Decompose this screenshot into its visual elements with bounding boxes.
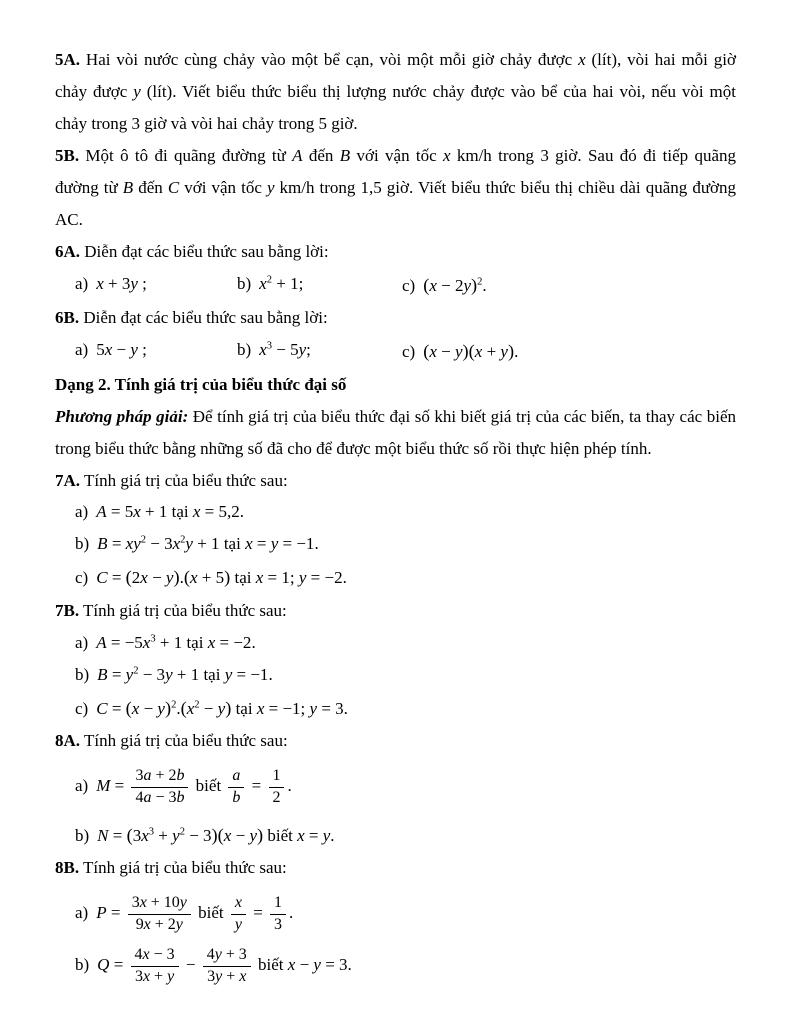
item-label: c) — [75, 698, 89, 718]
exercise-item: a) $A = -5x^3 + 1$ tại x = −2. — [75, 632, 256, 652]
fraction-numerator: 1 — [269, 766, 285, 788]
item-label: a) — [75, 903, 89, 923]
item-label: b) — [237, 273, 252, 293]
math-expression: x = y = −1 — [245, 534, 315, 554]
math-expression: C = (2x − y).(x + 5) — [96, 567, 231, 588]
expression-row — [55, 334, 736, 369]
problem-8A: 8A. Tính giá trị của biểu thức sau: — [55, 731, 288, 751]
math-expression: y — [266, 177, 275, 197]
expression-item: a) 5x − y ; — [75, 340, 147, 360]
item-label: a) — [75, 632, 89, 652]
fraction-denominator: 4a − 3b — [135, 788, 185, 806]
problem-8B: 8B. Tính giá trị của biểu thức sau: — [55, 858, 287, 878]
item-label: b) — [237, 340, 252, 360]
fraction — [131, 945, 179, 988]
fraction — [231, 893, 246, 936]
math-expression: $B = xy^2 - 3x^2y + 1$ — [97, 534, 220, 554]
expression-item: a) x + 3y ; — [75, 273, 147, 293]
fraction — [228, 766, 244, 809]
item-label: c) — [402, 342, 416, 362]
math-expression: Q = $\frac{4x - 3}{3x + y}$ − $\frac{4y + 3}{3y + x}$ — [97, 955, 254, 974]
math-expression: x — [442, 145, 451, 165]
expression-row — [55, 268, 736, 303]
fraction-denominator: 2 — [272, 788, 281, 806]
math-expression: x = −1; y = 3 — [256, 698, 344, 718]
item-label: b) — [75, 664, 90, 684]
item-label: b) — [75, 954, 90, 974]
fraction — [269, 766, 285, 809]
problem-label: 8B. — [55, 858, 80, 878]
math-expression: 5x − y — [96, 340, 138, 360]
fraction — [128, 893, 191, 936]
fraction-numerator: a — [228, 766, 244, 788]
problem-5A: 5A. Hai vòi nước cùng chảy vào một bể cạn, vòi một mỗi giờ chảy được x (lít), vòi hai mỗi giờ chảy được y (lít). Viết biểu thức biểu thị lượng nước chảy được vào bể của hai vòi, nếu vòi một chảy trong 3 giờ và vòi hai chảy trong 5 giờ. — [55, 50, 737, 133]
problem-6A: 6A. Diễn đạt các biểu thức sau bằng lời: — [55, 241, 329, 261]
math-expression: x — [578, 50, 586, 69]
method-label: Phương pháp giải: — [55, 406, 189, 426]
exercise-item: b) Q = $\frac{4x - 3}{3x + y}$ − $\frac{4y + 3}{3y + x}$ biết x − y = 3. — [55, 945, 736, 988]
math-expression: (x − y)(x + y) — [423, 341, 515, 362]
exercise-item: a) A = 5x + 1 tại x = 5,2. — [75, 502, 244, 522]
exercise-item: b) $N = (3x^3 + y^2 - 3)(x - y)$ biết x = y. — [75, 824, 335, 845]
fraction-numerator: 3a + 2b — [131, 766, 188, 788]
problem-label: 5B. — [55, 145, 80, 165]
math-expression: $(x - 2y)^2$ — [423, 274, 483, 295]
math-expression: $C = (x - y)^2.(x^2 - y)$ — [96, 697, 232, 718]
fraction — [270, 893, 286, 936]
math-expression: A — [292, 145, 303, 165]
item-label: c) — [402, 275, 416, 295]
math-expression: B — [122, 177, 134, 197]
math-expression: x = 5,2 — [192, 502, 240, 522]
math-expression: x − y = 3 — [287, 954, 348, 974]
item-label: b) — [75, 825, 90, 845]
exercise-item: a) P = $\frac{3x + 10y}{9x + 2y}$ biết $\frac{x}{y}$ = $\frac{1}{3}$ . — [55, 893, 736, 936]
fraction-numerator: 4x − 3 — [131, 945, 179, 967]
math-expression: C — [167, 177, 180, 197]
problem-5B: 5B. Một ô tô đi quãng đường từ A đến B với vận tốc x km/h trong 3 giờ. Sau đó đi tiếp quãng đường từ B đến C với vận tốc y km/h trong 1,5 giờ. Viết biểu thức biểu thị chiều dài quãng đường AC. — [55, 145, 737, 229]
math-expression: x = 1; y = −2 — [255, 568, 343, 588]
expression-item: b) $x^3 - 5y$; — [237, 340, 311, 360]
math-expression: x = y — [297, 825, 331, 845]
exercise-item: c) C = (2x − y).(x + 5) tại x = 1; y = −2. — [75, 567, 347, 588]
fraction-numerator: x — [231, 893, 246, 915]
math-expression: $N = (3x^3 + y^2 - 3)(x - y)$ — [97, 824, 264, 845]
fraction-denominator: 3y + x — [207, 967, 247, 985]
section-heading: Dạng 2. Tính giá trị của biểu thức đại số — [55, 374, 347, 394]
math-expression: $B = y^2 - 3y + 1$ — [97, 664, 200, 684]
math-expression: $A = -5x^3 + 1$ — [96, 632, 183, 652]
math-expression: P = $\frac{3x + 10y}{9x + 2y}$ — [96, 903, 194, 922]
problem-6B: 6B. Diễn đạt các biểu thức sau bằng lời: — [55, 308, 328, 328]
problem-7A: 7A. Tính giá trị của biểu thức sau: — [55, 470, 288, 490]
math-expression: $\frac{a}{b}$ = $\frac{1}{2}$ — [225, 776, 287, 795]
fraction-numerator: 1 — [270, 893, 286, 915]
item-label: a) — [75, 502, 89, 522]
method-paragraph: Phương pháp giải: Để tính giá trị của biểu thức đại số khi biết giá trị của các biến, ta thay các biến trong biểu thức bằng những số đã cho để được một biểu thức số rồi thực hiện phép tính. — [55, 406, 736, 458]
page-content — [55, 44, 736, 987]
problem-label: 7A. — [55, 470, 81, 490]
problem-label: 5A. — [55, 50, 81, 69]
exercise-item: a) M = $\frac{3a + 2b}{4a - 3b}$ biết $\frac{a}{b}$ = $\frac{1}{2}$ . — [55, 766, 736, 809]
expression-item: c) (x − y)(x + y). — [402, 341, 519, 362]
fraction-denominator: 3 — [274, 915, 283, 933]
item-label: a) — [75, 273, 89, 293]
math-expression: y = −1 — [224, 664, 269, 684]
problem-label: 7B. — [55, 600, 80, 620]
fraction-numerator: 3x + 10y — [128, 893, 191, 915]
fraction-denominator: 3x + y — [134, 967, 175, 985]
problem-label: 6B. — [55, 308, 80, 328]
expression-item: b) $x^2 + 1$; — [237, 273, 304, 293]
fraction — [203, 945, 251, 988]
math-expression: x + 3y — [96, 273, 138, 293]
problem-label: 6A. — [55, 241, 81, 261]
math-expression: B — [339, 145, 351, 165]
fraction-denominator: b — [232, 788, 241, 806]
exercise-item: b) $B = y^2 - 3y + 1$ tại y = −1. — [75, 664, 273, 684]
exercise-item: c) $C = (x - y)^2.(x^2 - y)$ tại x = −1; y = 3. — [75, 697, 348, 718]
math-expression: x = −2 — [207, 632, 252, 652]
math-expression: y — [133, 81, 141, 101]
math-expression: A = 5x + 1 — [96, 502, 168, 522]
fraction-denominator: 9x + 2y — [135, 915, 183, 933]
expression-item: c) $(x - 2y)^2$. — [402, 274, 487, 295]
fraction-numerator: 4y + 3 — [203, 945, 251, 967]
exercise-item: b) $B = xy^2 - 3x^2y + 1$ tại x = y = −1. — [75, 534, 319, 554]
item-label: b) — [75, 534, 90, 554]
math-expression: $x^2 + 1$ — [259, 273, 299, 293]
item-label: c) — [75, 568, 89, 588]
math-expression: $\frac{x}{y}$ = $\frac{1}{3}$ — [228, 903, 289, 922]
fraction-denominator: y — [234, 915, 242, 933]
fraction — [131, 766, 188, 809]
math-expression: $x^3 - 5y$ — [259, 340, 307, 360]
problem-7B: 7B. Tính giá trị của biểu thức sau: — [55, 600, 287, 620]
math-expression: M = $\frac{3a + 2b}{4a - 3b}$ — [96, 776, 191, 795]
item-label: a) — [75, 776, 89, 796]
item-label: a) — [75, 340, 89, 360]
problem-label: 8A. — [55, 731, 81, 751]
